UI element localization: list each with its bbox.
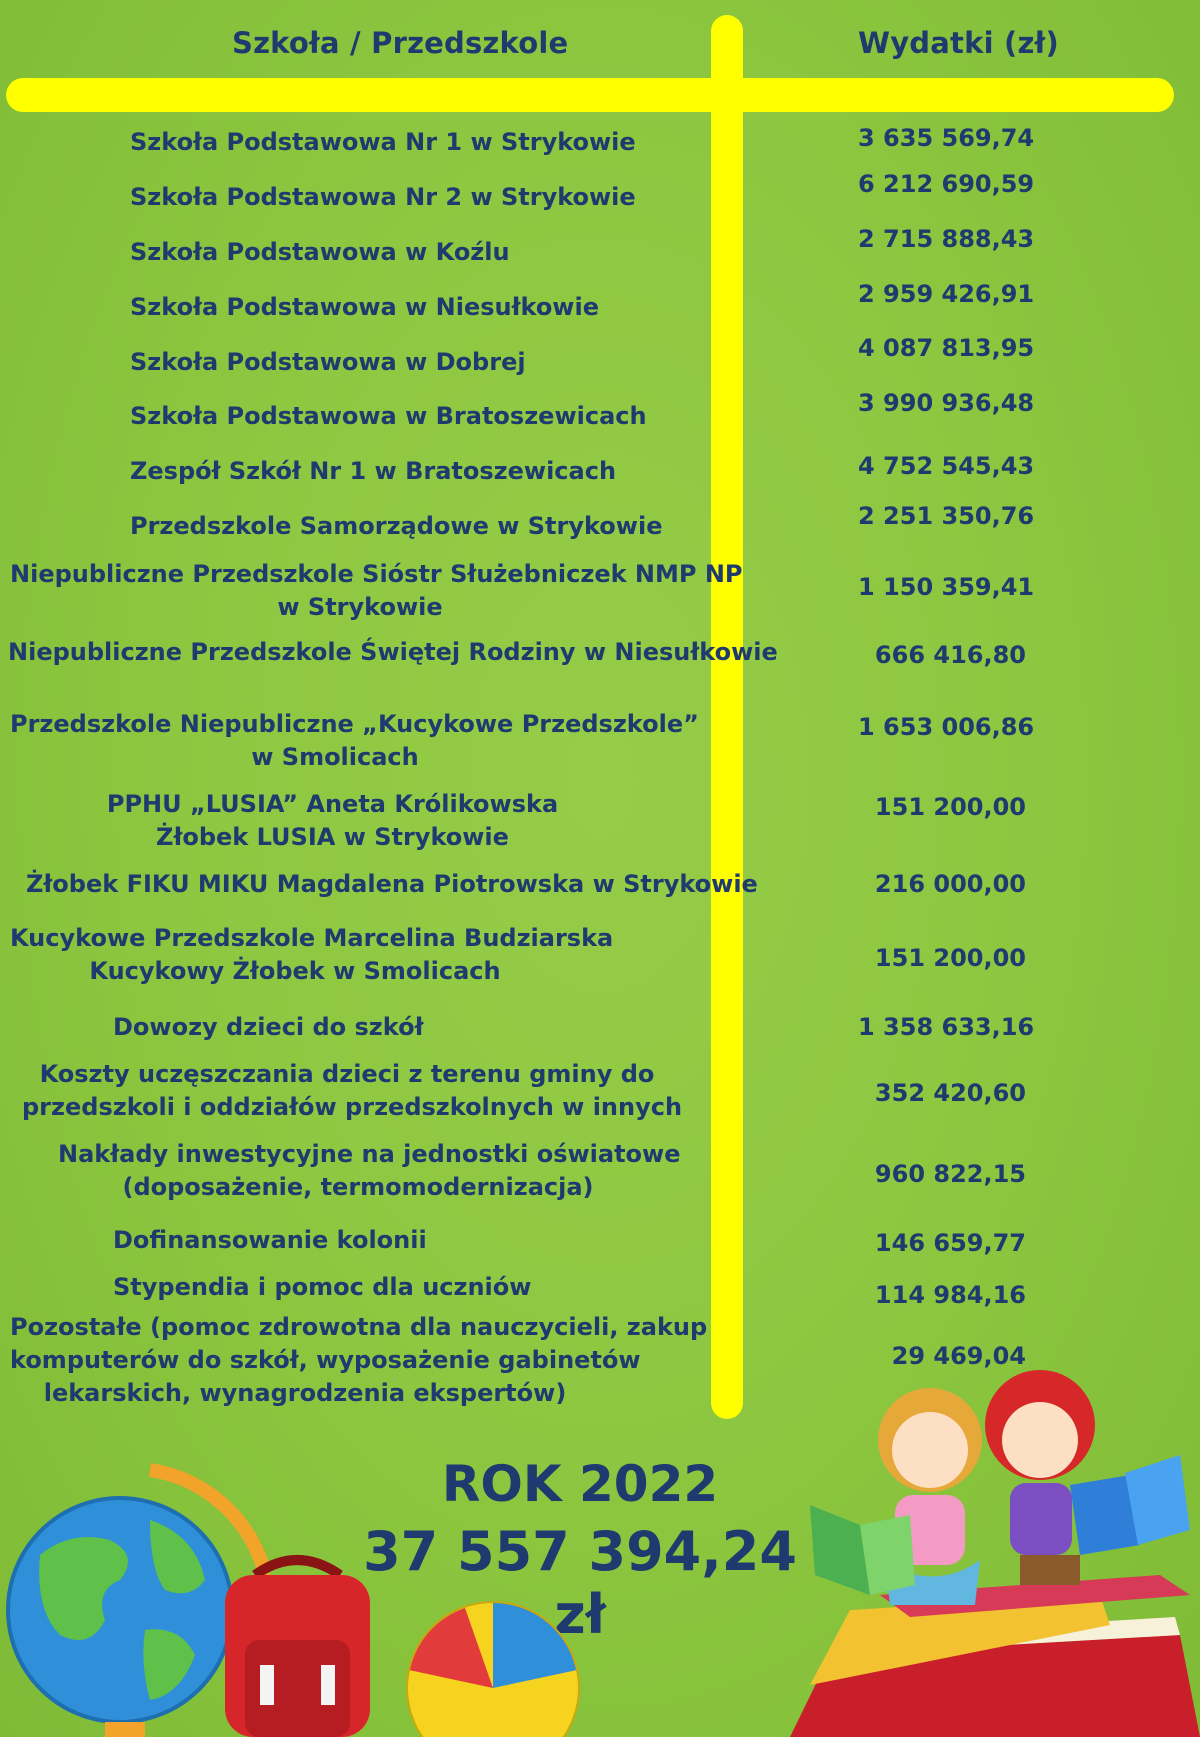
table-row-name: Szkoła Podstawowa w Koźlu bbox=[130, 238, 510, 266]
table-row-value: 151 200,00 bbox=[874, 944, 1026, 972]
table-row-name: Szkoła Podstawowa Nr 1 w Strykowie bbox=[130, 128, 636, 156]
table-row-name: Dowozy dzieci do szkół bbox=[113, 1013, 424, 1041]
table-row-name: Kucykowe Przedszkole Marcelina Budziarska Kucykowy Żłobek w Smolicach bbox=[10, 924, 614, 985]
total-amount: 37 557 394,24 zł bbox=[363, 1520, 797, 1646]
table-row-value: 114 984,16 bbox=[874, 1281, 1026, 1309]
table-row-name: Dofinansowanie kolonii bbox=[113, 1226, 427, 1254]
table-row-value: 4 752 545,43 bbox=[858, 452, 1035, 480]
table-row-name: PPHU „LUSIA” Aneta Królikowska Żłobek LUSIA w Strykowie bbox=[106, 790, 559, 851]
table-row-name: Szkoła Podstawowa w Niesułkowie bbox=[130, 293, 599, 321]
table-row-value: 216 000,00 bbox=[874, 870, 1026, 898]
table-row-value: 1 358 633,16 bbox=[858, 1013, 1035, 1041]
table-row-value: 666 416,80 bbox=[874, 641, 1026, 669]
table-row-value: 151 200,00 bbox=[874, 793, 1026, 821]
table-row-name: Żłobek FIKU MIKU Magdalena Piotrowska w Strykowie bbox=[26, 870, 758, 898]
table-row-value: 960 822,15 bbox=[874, 1160, 1026, 1188]
table-row-value: 2 251 350,76 bbox=[858, 502, 1035, 530]
column-header-school: Szkoła / Przedszkole bbox=[232, 26, 569, 60]
children-reading-illustration bbox=[770, 1355, 1200, 1737]
table-row-name: Przedszkole Niepubliczne „Kucykowe Przedszkole” w Smolicach bbox=[10, 710, 699, 771]
column-header-expenses: Wydatki (zł) bbox=[858, 26, 1059, 60]
table-row-name: Przedszkole Samorządowe w Strykowie bbox=[130, 512, 663, 540]
backpack-icon bbox=[205, 1545, 390, 1737]
table-row-value: 2 715 888,43 bbox=[858, 225, 1035, 253]
table-row-name: Szkoła Podstawowa w Bratoszewicach bbox=[130, 402, 647, 430]
table-row-value: 352 420,60 bbox=[874, 1079, 1026, 1107]
table-row-value: 3 635 569,74 bbox=[858, 124, 1035, 152]
table-row-value: 29 469,04 bbox=[891, 1342, 1026, 1370]
year-label: ROK 2022 bbox=[441, 1455, 719, 1513]
table-row-name: Stypendia i pomoc dla uczniów bbox=[113, 1273, 532, 1301]
table-row-value: 3 990 936,48 bbox=[858, 389, 1035, 417]
table-row-name: Zespół Szkół Nr 1 w Bratoszewicach bbox=[130, 457, 617, 485]
table-row-value: 2 959 426,91 bbox=[858, 280, 1035, 308]
table-row-value: 1 653 006,86 bbox=[858, 713, 1035, 741]
table-row-value: 146 659,77 bbox=[874, 1229, 1026, 1257]
table-row-name: Niepubliczne Przedszkole Sióstr Służebniczek NMP NP w Strykowie bbox=[10, 560, 743, 621]
table-row-name: Pozostałe (pomoc zdrowotna dla nauczycieli, zakup komputerów do szkół, wyposażenie gabinetów lekarskich, wynagrodzenia ekspertów) bbox=[10, 1313, 708, 1407]
table-row-name: Koszty uczęszczania dzieci z terenu gminy do przedszkoli i oddziałów przedszkolnych w innych bbox=[22, 1060, 683, 1121]
table-row-name: Niepubliczne Przedszkole Świętej Rodziny w Niesułkowie bbox=[8, 638, 778, 666]
table-row-name: Szkoła Podstawowa Nr 2 w Strykowie bbox=[130, 183, 636, 211]
beach-ball-icon bbox=[405, 1600, 580, 1737]
table-row-name: Szkoła Podstawowa w Dobrej bbox=[130, 348, 526, 376]
table-row-value: 6 212 690,59 bbox=[858, 170, 1035, 198]
table-row-value: 1 150 359,41 bbox=[858, 573, 1035, 601]
table-row-value: 4 087 813,95 bbox=[858, 334, 1035, 362]
table-row-name: Nakłady inwestycyjne na jednostki oświatowe (doposażenie, termomodernizacja) bbox=[58, 1140, 681, 1201]
